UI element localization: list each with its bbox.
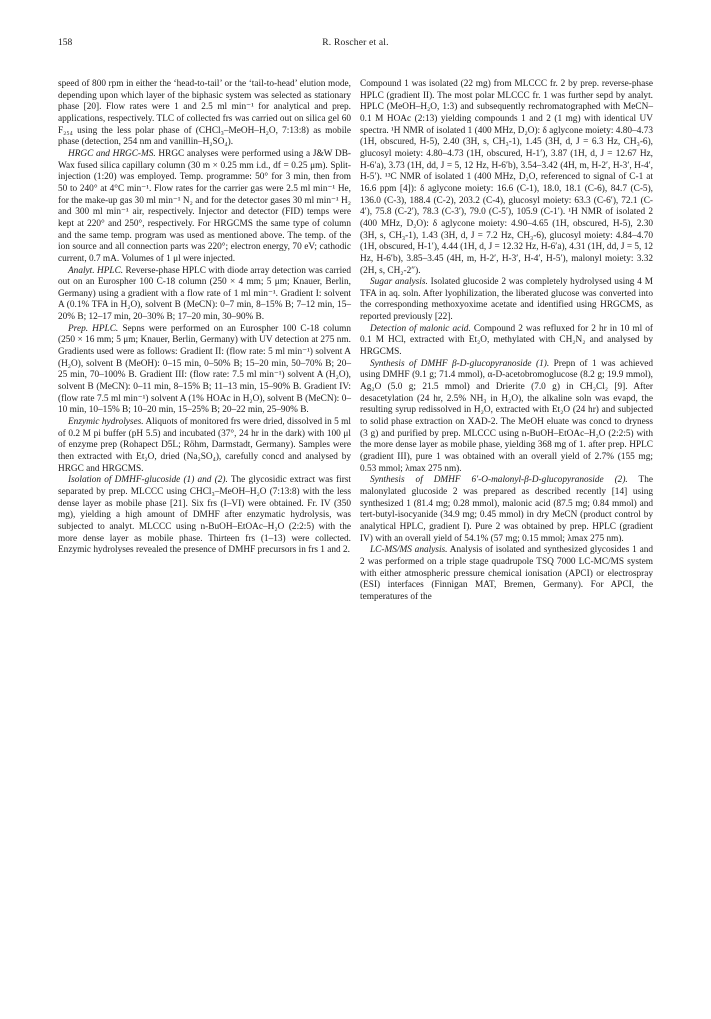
paragraph-sugar-analysis: Sugar analysis. Isolated glucoside 2 was completely hydrolysed using 4 M TFA in aq. soln. After lyophilization, the liberated glucose was converted into the corresponding methoxyoxime acetate and identified using HRGCMS, as reported previously [22]. [360,277,653,323]
paragraph-analyt-hplc: Analyt. HPLC. Reverse-phase HPLC with diode array detection was carried out on an Eurospher 100 C-18 column (250 × 4 mm; 5 μm; Knauer, Berlin, Germany) using a gradient with a flow rate of 1 ml min⁻¹. Gradient I: solvent A (0.1% TFA in H₂O), solvent B (MeCN): 0–7 min, 8–15% B; 7–12 min, 15–20% B; 12–17 min, 20–30% B; 17–20 min, 30–90% B. [58,265,351,323]
paragraph-isolation: Isolation of DMHF-glucoside (1) and (2). The glycosidic extract was first separated by prep. MLCCC using CHCl₃–MeOH–H₂O (7:13:8) with the less dense layer as mobile phase [21]. Six frs (I–VI) were obtained. Fr. IV (350 mg), yielding a high amount of DMHF after enzymatic hydrolysis, was subjected to analyt. MLCCC using n-BuOH–EtOAc–H₂O (2:2:5) with the more dense layer as mobile phase. Thirteen frs (1–13) were collected. Enzymic hydrolyses revealed the presence of DMHF precursors in frs 1 and 2. [58,475,351,556]
paragraph-malonic-acid: Detection of malonic acid. Compound 2 was refluxed for 2 hr in 10 ml of 0.1 M HCl, extracted with Et₂O, methylated with CH₂N₂ and analysed by HRGCMS. [360,323,653,358]
right-column [360,79,653,604]
paragraph-compound-1-nmr: Compound 1 was isolated (22 mg) from MLCCC fr. 2 by prep. reverse-phase HPLC (gradient II). The most polar MLCCC fr. 1 was further sepd by analyt. HPLC (MeOH–H₂O, 1:3) and subsequently rechromatographed with MeCN–0.1 M HOAc (2:13) yielding compounds 1 and 2 (1 mg) with identical UV spectra. ¹H NMR of isolated 1 (400 MHz, D₂O): δ aglycone moiety: 4.80–4.73 (1H, obscured, H-5), 2.40 (3H, s, CH₃-1), 1.45 (3H, d, J = 6.3 Hz, CH₃-6), glucosyl moiety: 4.80–4.73 (1H, obscured, H-1′), 3.87 (1H, d, J = 12.67 Hz, H-6′a), 3.73 (1H, dd, J = 5, 12 Hz, H-6′b), 3.54–3.42 (4H, m, H-2′, H-3′, H-4′, H-5′). ¹³C NMR of isolated 1 (400 MHz, D₂O, referenced to signal of C-1 at 16.6 ppm [4]): δ aglycone moiety: 16.6 (C-1), 18.0, 18.1 (C-6), 84.7 (C-5), 136.0 (C-3), 188.4 (C-2), 203.2 (C-4), glucosyl moiety: 63.3 (C-6′), 72.1 (C-4′), 75.8 (C-2′), 78.3 (C-3′), 79.0 (C-5′), 105.9 (C-1′). ¹H NMR of isolated 2 (400 MHz, D₂O): δ aglycone moiety: 4.90–4.65 (1H, obscured, H-5), 2.30 (3H, s, CH₃-1), 1.43 (3H, d, J = 7.2 Hz, CH₃-6), glucosyl moiety: 4.84–4.70 (1H, obscured, H-1′), 4.44 (1H, d, J = 12.32 Hz, H-6′a), 4.31 (1H, dd, J = 5, 12 Hz, H-6′b), 3.85–3.45 (4H, m, H-2′, H-3′, H-4′, H-5′), malonyl moiety: 3.32 (2H, s, CH₂-2″). [360,79,653,276]
paragraph-lcms: LC-MS/MS analysis. Analysis of isolated and synthesized glycosides 1 and 2 was performed on a triple stage quadrupole TSQ 7000 LC-MC/MS system with either atmospheric pressure chemical ionisation (APCI) or electrospray (ESI) interfaces (Finnigan MAT, Bremen, Germany). For APCI, the temperatures of the [360,545,653,602]
page-number: 158 [58,38,73,48]
running-head: R. Roscher et al. [322,38,389,48]
paragraph-enzymic-hydrolyses: Enzymic hydrolyses. Aliquots of monitored frs were dried, dissolved in 5 ml of 0.2 M pi buffer (pH 5.5) and incubated (37°, 24 hr in the dark) with 100 μl of enzyme prep (Rohapect D5L; Röhm, Darmstadt, Germany). Samples were then extracted with Et₂O, dried (Na₂SO₄), carefully concd and analysed by HRGC and HRGCMS. [58,417,351,474]
paragraph-hrgc: HRGC and HRGC-MS. HRGC analyses were performed using a J&W DB-Wax fused silica capillary column (30 m × 0.25 mm i.d., df = 0.25 μm). Split-injection (1:20) was employed. Temp. programme: 50° for 3 min, then from 50 to 240° at 4°C min⁻¹. Flow rates for the carrier gas were 2.5 ml min⁻¹ He, for the make-up gas 30 ml min⁻¹ N₂ and for the detector gases 30 ml min⁻¹ H₂ and 300 ml min⁻¹ air, respectively. Injector and detector (FID) temps were kept at 220° and 250°, respectively. For HRGCMS the same type of column and the same temp. program was used as mentioned above. The temp. of the ion source and all connection parts was 220°; electron energy, 70 eV; cathodic current, 0.7 mA. Volumes of 1 μl were injected. [58,148,351,264]
left-column [58,79,351,557]
paragraph-cccc-continued: speed of 800 rpm in either the ‘head-to-tail’ or the ‘tail-to-head’ elution mode, depending upon which layer of the biphasic system was selected as stationary phase [20]. Flow rates were 1 and 2.5 ml min⁻¹ for analytical and prep. applications, respectively. TLC of collected frs was carried out on silica gel 60 F₂₅₄ using the less polar phase of (CHCl₃–MeOH–H₂O, 7:13:8) as mobile phase (detection, 254 nm and vanillin–H₂SO₄). [58,79,351,148]
paragraph-synthesis-1: Synthesis of DMHF β-D-glucopyranoside (1). Prepn of 1 was achieved using DMHF (9.1 g; 71.4 mmol), α-D-acetobromoglucose (8.2 g; 19.9 mmol), Ag₂O (5.0 g; 21.5 mmol) and Drierite (7.0 g) in CH₂Cl₂ [9]. After desacetylation (24 hr, 2.5% NH₃ in H₂O), the alkaline soln was evapd, the resulting syrup redissolved in H₂O, extracted with Et₂O (24 hr) and subjected to solid phase extraction on XAD-2. The MeOH eluate was concd to dryness (3 g) and purified by prep. MLCCC using n-BuOH–EtOAc–H₂O (2:2:5) with the more dense layer as mobile phase, yielding 368 mg of 1. after prep. HPLC (gradient III), pure 1 was obtained with an overall yield of 2.7% (155 mg; 0.53 mmol; λmax 275 nm). [360,358,653,474]
paragraph-prep-hplc: Prep. HPLC. Sepns were performed on an Eurospher 100 C-18 column (250 × 16 mm; 5 μm; Knauer, Berlin, Germany) with UV detection at 275 nm. Gradients used were as follows: Gradient II: (flow rate: 5 ml min⁻¹) solvent A (H₂O), solvent B (MeOH): 0–15 min, 0–50% B; 15–20 min, 50–70% B; 20–25 min, 70–100% B. Gradient III: (flow rate: 7.5 ml min⁻¹) solvent A (H₂O), solvent B (MeCN): 0–11 min, 8–15% B; 11–13 min, 15–90% B. Gradient IV: (flow rate 7.5 ml min⁻¹) solvent A (1% HOAc in H₂O), solvent B (MeCN): 0–10 min, 10–15% B; 10–20 min, 15–25% B; 20–22 min, 25–90% B. [58,323,351,416]
paragraph-synthesis-2: Synthesis of DMHF 6′-O-malonyl-β-D-glucopyranoside (2). The malonylated glucoside 2 was prepared as described recently [14] using synthesized 1 (81.4 mg; 0.28 mmol), malonic acid (87.5 mg; 0.84 mmol) and tert-butyl-isocyanide (34.9 mg; 0.45 mmol) in dry MeCN (product control by analytical HPLC, gradient I). Pure 2 was obtained by prep. HPLC (gradient IV) with an overall yield of 54.1% (57 mg; 0.15 mmol; λmax 275 nm). [360,475,653,544]
